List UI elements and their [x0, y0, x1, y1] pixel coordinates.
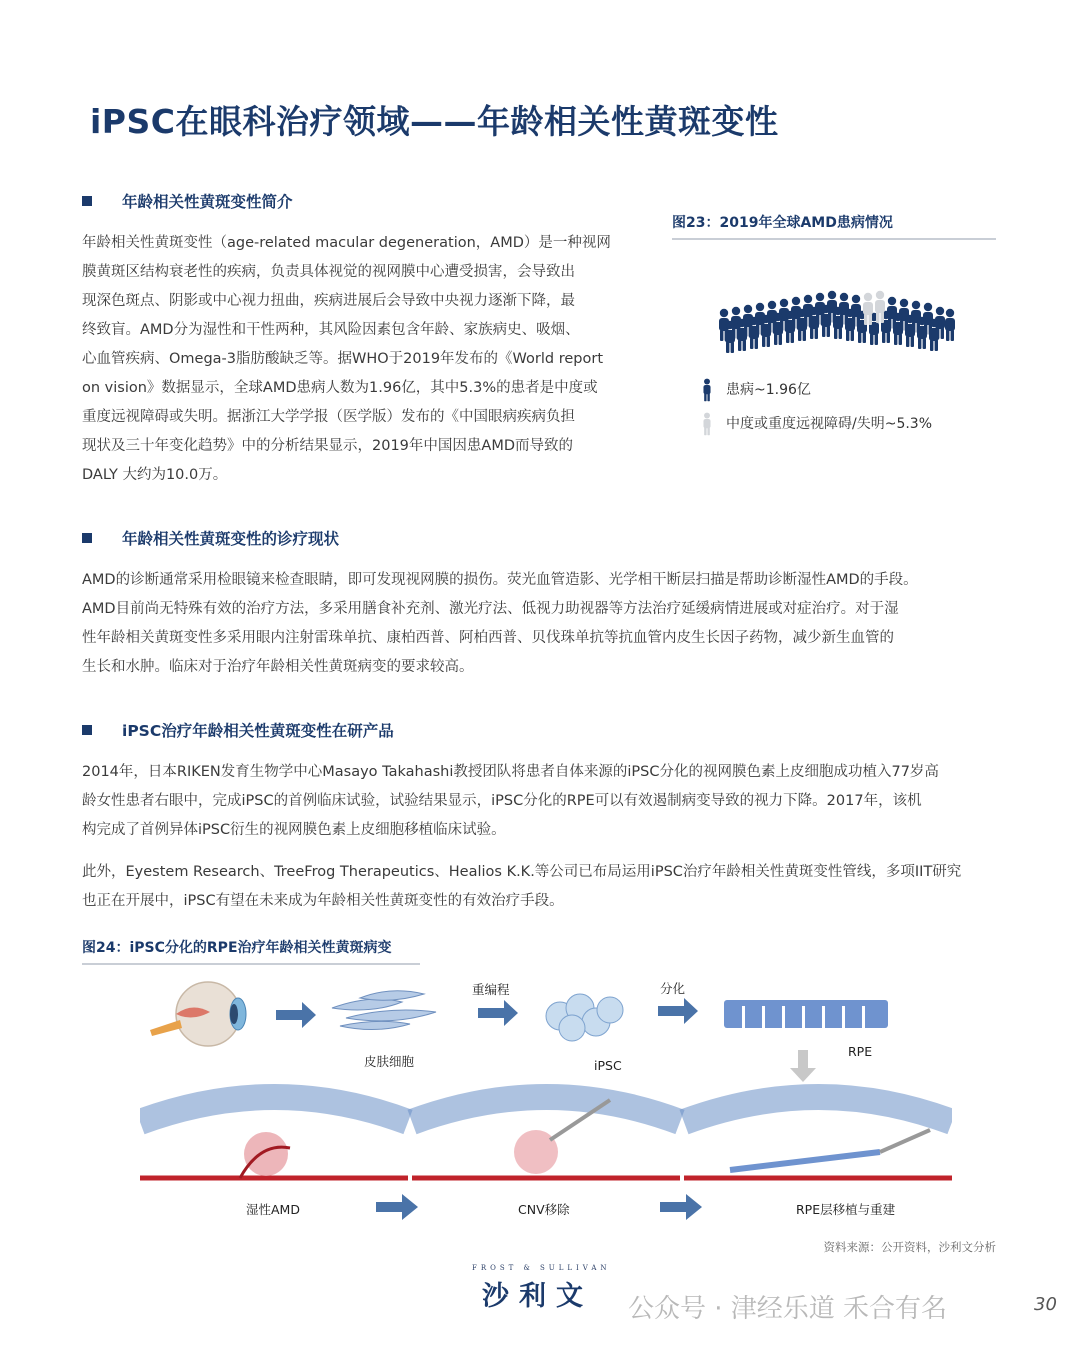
paragraph-line: 构完成了首例异体iPSC衍生的视网膜色素上皮细胞移植临床试验。: [82, 822, 506, 838]
bullet-square-icon: [82, 533, 92, 543]
section-heading-diagnosis: [82, 527, 339, 549]
retina-panel-rpe-transplant: [684, 1097, 952, 1178]
paragraph-line: 终致盲。AMD分为湿性和干性两种，其风险因素包含年龄、家族病史、吸烟、: [82, 322, 580, 338]
legend-light: [700, 412, 932, 436]
logo: 沙利文: [482, 1281, 593, 1312]
rpe-therapy-diagram: [140, 972, 952, 1192]
paragraph-line: 膜黄斑区结构衰老性的疾病，负责具体视觉的视网膜中心遭受损害，会导致出: [82, 264, 575, 280]
people-crowd-graphic: [712, 282, 962, 354]
paragraph-line: 重度远视障碍或失明。据浙江大学学报（医学版）发布的《中国眼病疾病负担: [82, 409, 575, 425]
paragraph-line: 性年龄相关黄斑变性多采用眼内注射雷珠单抗、康柏西普、阿柏西普、贝伐珠单抗等抗血管内皮生长因子药物，减少新生血管的: [82, 630, 894, 646]
paragraph-line: on vision》数据显示，全球AMD患病人数为1.96亿，其中5.3%的患者是中度或: [82, 380, 598, 396]
intro-paragraph: [82, 229, 611, 490]
bullet-square-icon: [82, 725, 92, 735]
person-dark-icon: [700, 378, 714, 402]
logo-subtitle: FROST & SULLIVAN: [472, 1264, 611, 1272]
paragraph-line: 此外，Eyestem Research、TreeFrog Therapeutics、Healios K.K.等公司已布局运用iPSC治疗年龄相关性黄斑变性管线，多项IIT研究: [82, 864, 962, 880]
person-light-icon: [700, 412, 714, 436]
section-heading-text: 年龄相关性黄斑变性的诊疗现状: [122, 530, 340, 548]
eye-icon: [150, 982, 246, 1046]
retina-panel-cnv-removal: [412, 1097, 680, 1178]
section-heading-text: 年龄相关性黄斑变性简介: [122, 193, 293, 211]
paragraph-line: 龄女性患者右眼中，完成iPSC的首例临床试验，试验结果显示，iPSC分化的RPE可以有效遏制病变导致的视力下降。2017年，该机: [82, 793, 922, 809]
skin-cells-icon: [332, 991, 436, 1030]
label-cnv-removal: CNV移除: [518, 1202, 570, 1217]
paragraph-line: 生长和水肿。临床对于治疗年龄相关性黄斑病变的要求较高。: [82, 659, 474, 675]
legend-dark-label: 患病~1.96亿: [726, 382, 811, 398]
section-heading-intro: [82, 190, 293, 212]
down-arrow-icon: [790, 1050, 816, 1082]
figure23: [672, 212, 996, 240]
paragraph-line: 心血管疾病、Omega-3脂肪酸缺乏等。据WHO于2019年发布的《World report: [82, 351, 604, 367]
label-ipsc: iPSC: [594, 1058, 622, 1073]
paragraph-line: 年龄相关性黄斑变性（age-related macular degeneration，AMD）是一种视网: [82, 235, 611, 251]
section-heading-text: iPSC治疗年龄相关性黄斑变性在研产品: [122, 722, 394, 740]
paragraph-line: 2014年，日本RIKEN发育生物学中心Masayo Takahashi教授团队将患者自体来源的iPSC分化的视网膜色素上皮细胞成功植入77岁高: [82, 764, 939, 780]
paragraph-line: AMD目前尚无特殊有效的治疗方法，多采用膳食补充剂、激光疗法、低视力助视器等方法治疗延缓病情进展或对症治疗。对于湿: [82, 601, 899, 617]
pipeline-paragraph-2: [82, 858, 961, 916]
figure24-title: 图24：iPSC分化的RPE治疗年龄相关性黄斑病变: [82, 937, 420, 965]
flow-arrow-icon: [376, 1194, 420, 1220]
label-reprogram: 重编程: [472, 982, 510, 997]
watermark: 公众号 · 津经乐道 禾合有名: [628, 1294, 948, 1324]
ipsc-cells-icon: [546, 994, 623, 1041]
paragraph-line: 现深色斑点、阴影或中心视力扭曲，疾病进展后会导致中央视力逐渐下降，最: [82, 293, 575, 309]
label-rpe-transplant: RPE层移植与重建: [796, 1202, 896, 1217]
paragraph-line: 也正在开展中，iPSC有望在未来成为年龄相关性黄斑变性的有效治疗手段。: [82, 893, 564, 909]
paragraph-line: DALY 大约为10.0万。: [82, 467, 228, 483]
paragraph-line: AMD的诊断通常采用检眼镜来检查眼睛，即可发现视网膜的损伤。荧光血管造影、光学相干断层扫描是帮助诊断湿性AMD的手段。: [82, 572, 918, 588]
legend-dark: [700, 378, 811, 402]
flow-arrow-icon: [660, 1194, 704, 1220]
diagnosis-paragraph: [82, 566, 918, 682]
label-differentiate: 分化: [660, 981, 686, 996]
label-skin-cells: 皮肤细胞: [364, 1054, 415, 1069]
legend-light-label: 中度或重度远视障碍/失明~5.3%: [726, 416, 933, 432]
retina-panel-wet-amd: [140, 1097, 408, 1178]
paragraph-line: 现状及三十年变化趋势》中的分析结果显示，2019年中国因患AMD而导致的: [82, 438, 573, 454]
label-rpe: RPE: [848, 1044, 873, 1059]
bullet-square-icon: [82, 196, 92, 206]
page-number: 30: [1034, 1294, 1057, 1315]
section-heading-pipeline: [82, 719, 394, 741]
figure24: [82, 937, 420, 965]
figure23-title: 图23：2019年全球AMD患病情况: [672, 212, 996, 240]
source-note: 资料来源：公开资料，沙利文分析: [823, 1240, 996, 1254]
page-title: iPSC在眼科治疗领域——年龄相关性黄斑变性: [90, 102, 779, 141]
label-wet-amd: 湿性AMD: [246, 1202, 300, 1217]
person-icon-group: [719, 291, 955, 353]
pipeline-paragraph-1: [82, 758, 939, 845]
